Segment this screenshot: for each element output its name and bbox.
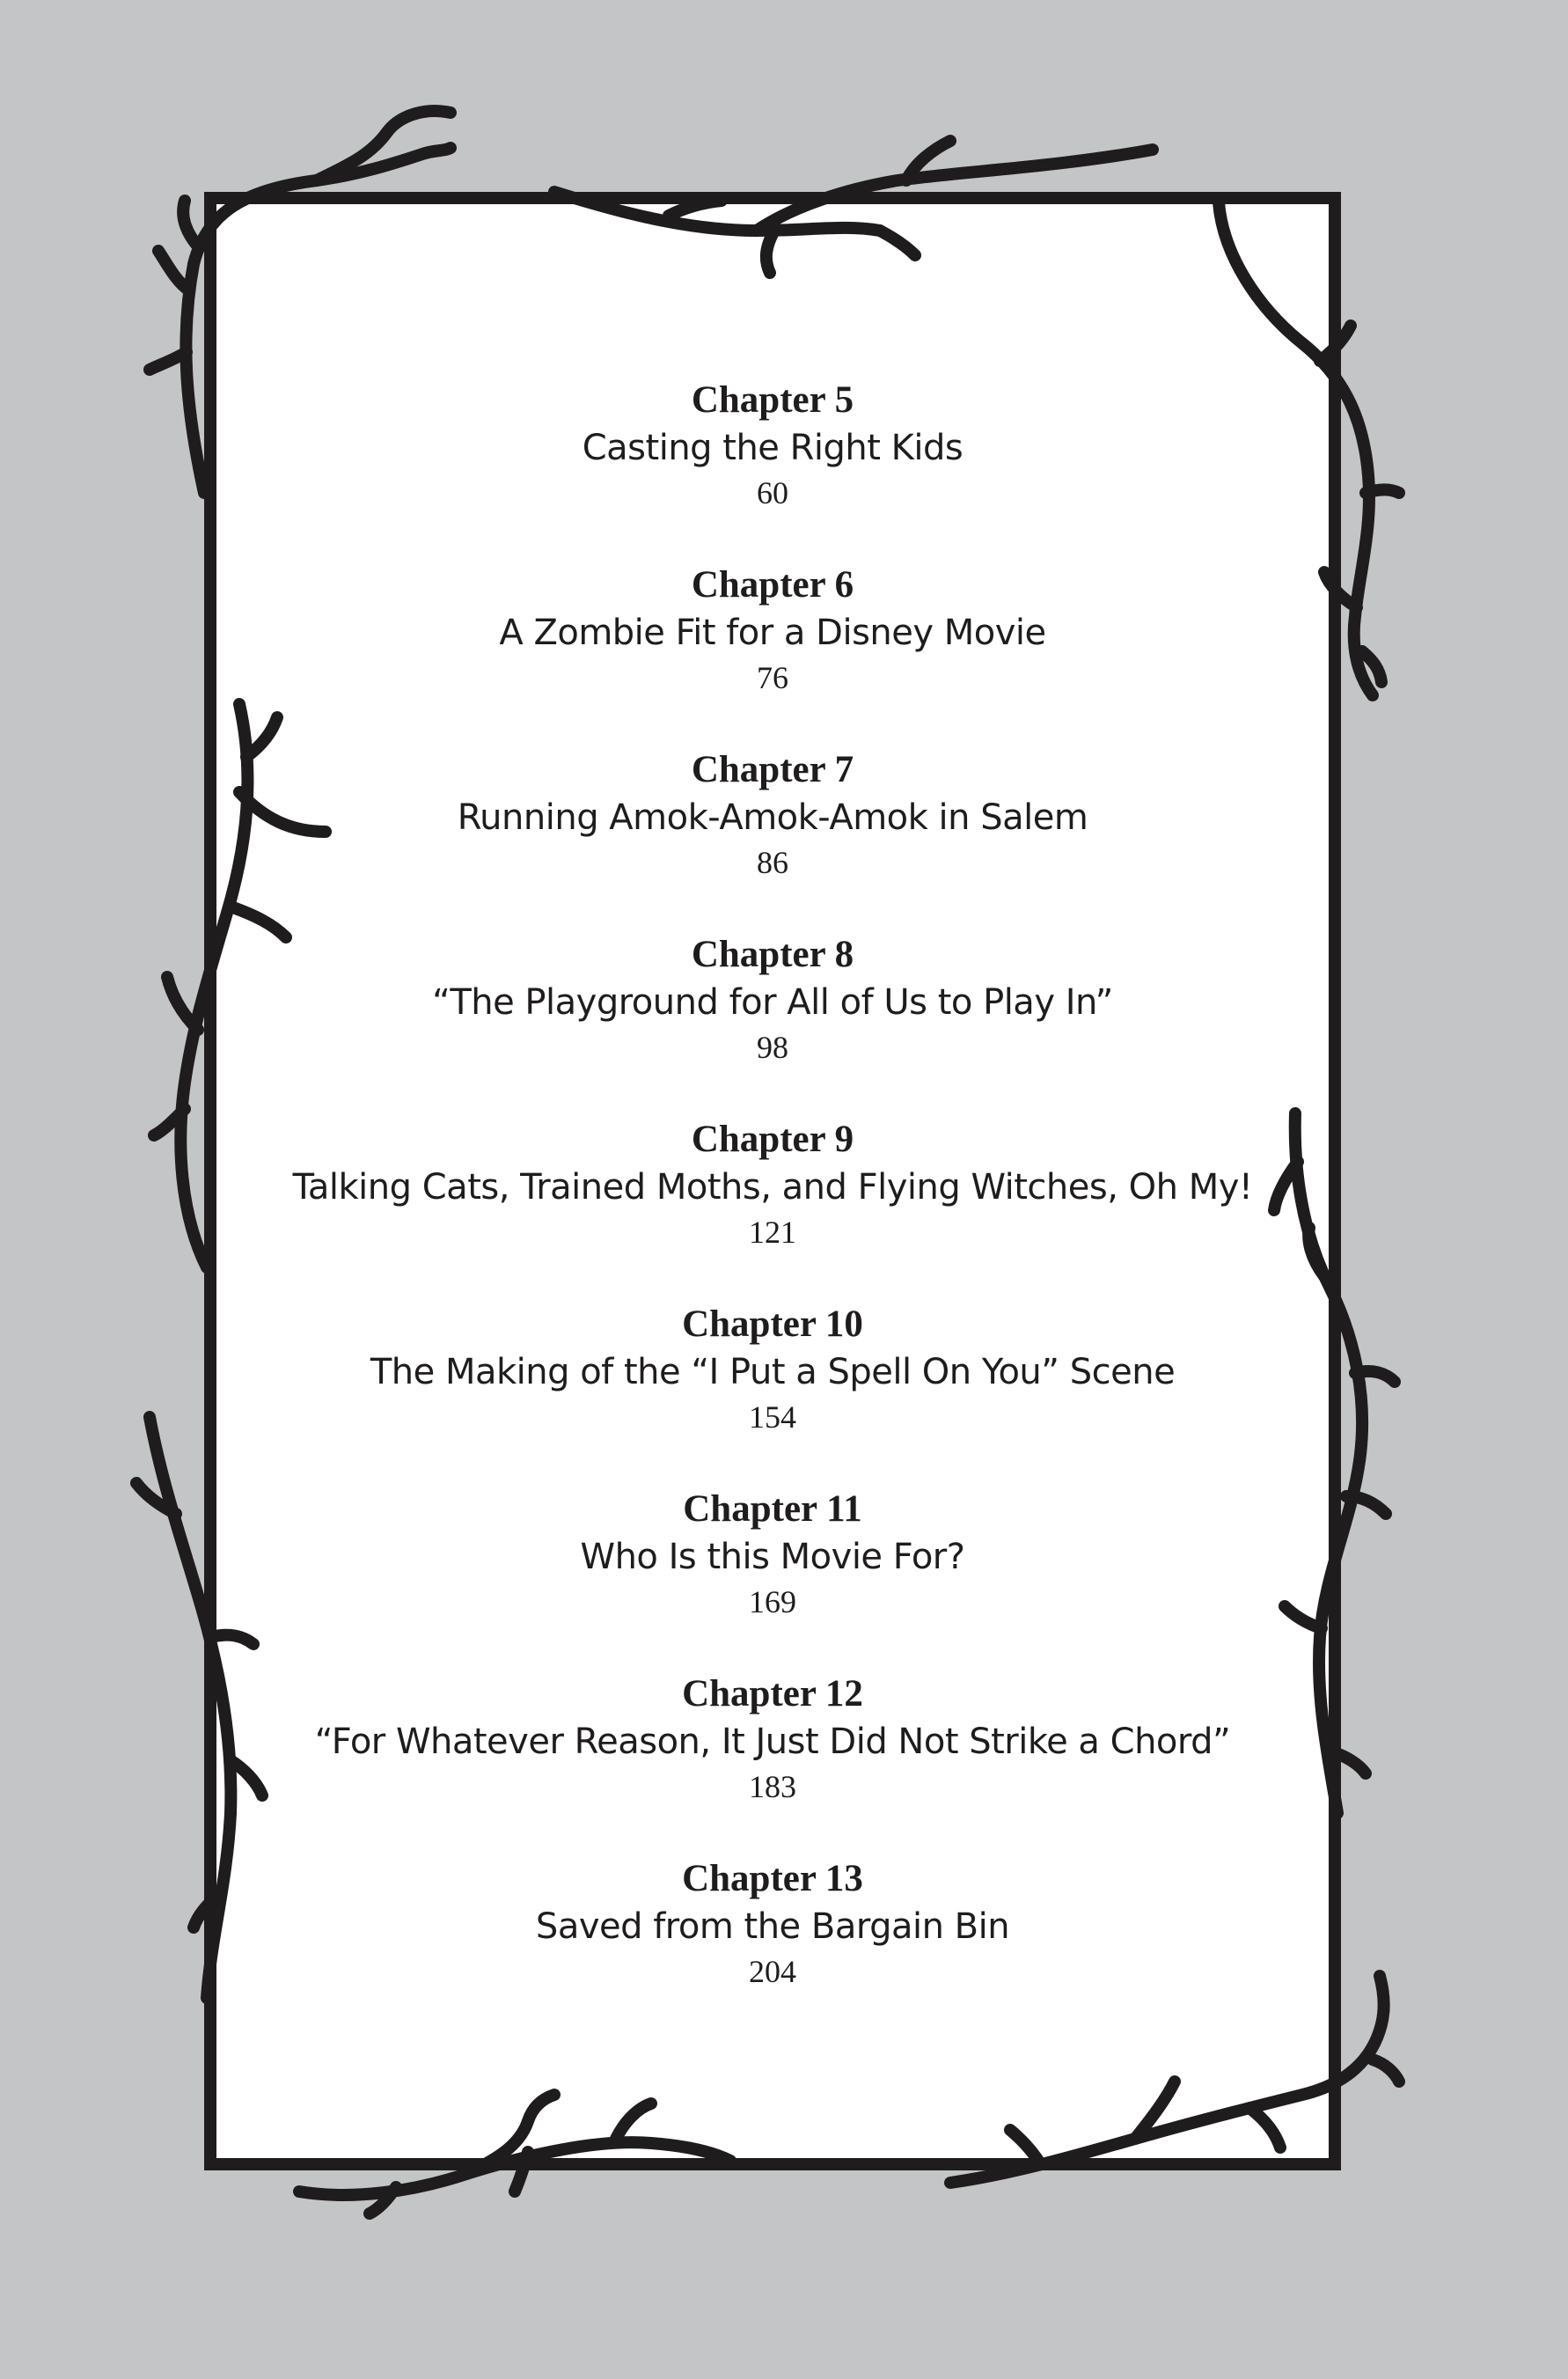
chapter-title: Talking Cats, Trained Moths, and Flying Witches, Oh My! <box>292 1167 1253 1208</box>
chapter-title: Running Amok-Amok-Amok in Salem <box>457 797 1088 838</box>
chapter-page-number: 204 <box>749 1954 796 1989</box>
chapter-label: Chapter 8 <box>691 934 854 975</box>
chapter-page-number: 60 <box>757 475 788 510</box>
chapter-label: Chapter 9 <box>691 1119 854 1160</box>
chapter-title: Saved from the Bargain Bin <box>535 1906 1010 1947</box>
toc-entry-chapter-6 <box>216 562 1329 746</box>
toc-entry-chapter-13 <box>216 1855 1329 2040</box>
chapter-page-number: 76 <box>757 660 788 695</box>
toc-entry-chapter-12 <box>216 1670 1329 1855</box>
chapter-page-number: 86 <box>757 845 788 880</box>
chapter-page-number: 121 <box>749 1215 796 1250</box>
chapter-label: Chapter 6 <box>691 564 854 606</box>
chapter-title: The Making of the “I Put a Spell On You” Scene <box>370 1352 1176 1392</box>
chapter-page-number: 169 <box>749 1584 796 1619</box>
toc-entry-chapter-9 <box>216 1116 1329 1301</box>
toc-entry-chapter-7 <box>216 746 1329 931</box>
chapter-page-number: 183 <box>749 1769 796 1804</box>
chapter-title: “The Playground for All of Us to Play In” <box>432 982 1113 1023</box>
table-of-contents <box>216 377 1329 2040</box>
chapter-title: Who Is this Movie For? <box>580 1537 965 1577</box>
chapter-page-number: 154 <box>749 1399 796 1435</box>
chapter-page-number: 98 <box>757 1030 788 1065</box>
chapter-title: “For Whatever Reason, It Just Did Not Strike a Chord” <box>314 1722 1231 1762</box>
chapter-label: Chapter 7 <box>691 749 854 790</box>
chapter-label: Chapter 10 <box>682 1303 863 1345</box>
chapter-label: Chapter 11 <box>683 1488 862 1530</box>
toc-entry-chapter-5 <box>216 377 1329 562</box>
toc-entry-chapter-10 <box>216 1301 1329 1486</box>
toc-entry-chapter-11 <box>216 1486 1329 1670</box>
chapter-title: Casting the Right Kids <box>582 428 964 468</box>
chapter-title: A Zombie Fit for a Disney Movie <box>499 613 1046 653</box>
chapter-label: Chapter 13 <box>682 1858 863 1899</box>
toc-entry-chapter-8 <box>216 931 1329 1116</box>
chapter-label: Chapter 12 <box>682 1673 863 1714</box>
chapter-label: Chapter 5 <box>691 379 854 421</box>
